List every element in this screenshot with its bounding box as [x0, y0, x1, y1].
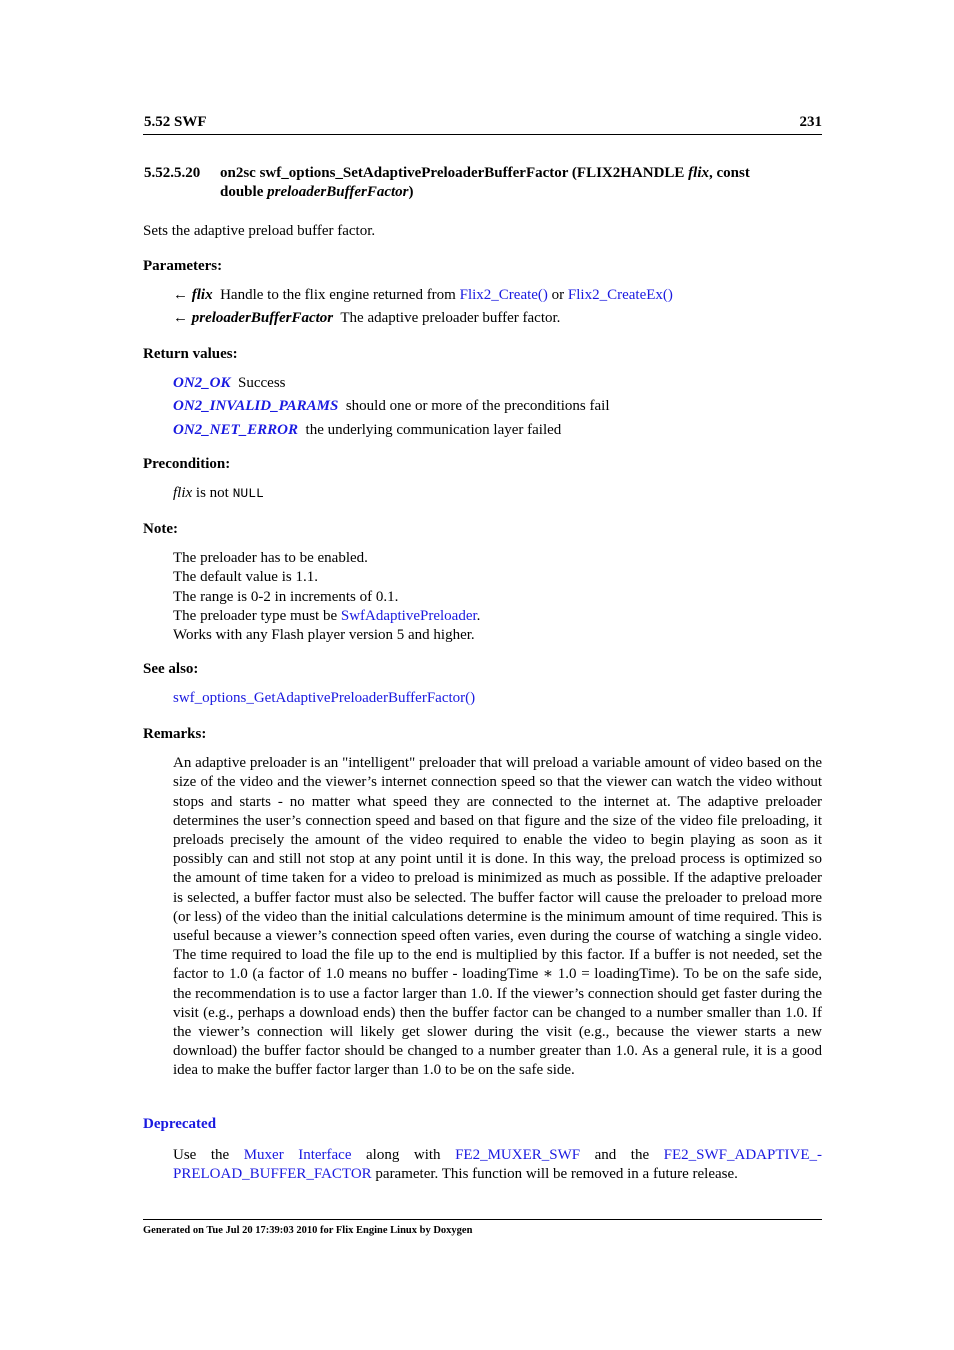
deprecated-text: Use the Muxer Interface along with FE2_MUXER_SWF and the FE2_SWF_ADAPTIVE_-PRELOAD_BUFFER_FACTOR parameter. This function will be removed in a future release.	[173, 1147, 822, 1183]
on2-ok-link[interactable]: ON2_OK	[173, 375, 231, 392]
return-value-item: ON2_INVALID_PARAMS should one or more of the preconditions fail	[173, 398, 610, 415]
see-also-label: See also:	[143, 661, 199, 677]
parameters-label: Parameters:	[143, 258, 223, 274]
remarks-text: An adaptive preloader is an "intelligent" preloader that will preload a variable amount of video based on the size of the video and the viewer’s internet connection speed so that the viewer can watch the video without stops and starts - no matter what speed they are connected to the internet at. The adaptive preloader determines the user’s connection speed and based on that figure and the size of the video file preloading, it preloads precisely the amount of the video required to enable the video to begin playing as soon as it possibly can and still not stop at any point until it is done. In this way, the preload process is optimized so the amount of time taken for a video to preload is minimized as much as possible. If the adaptive preloader is selected, a buffer factor must also be selected. The buffer factor will cause the preloader to preload more (or less) of the video than the initial calculations determine is the minimum amount of time required. This is useful because a viewer’s connection speed often varies, even during the course of watching a single video. The time required to load the file up to the end is multiplied by this factor. If a buffer is not needed, set the factor to 1.0 (a factor of 1.0 means no buffer - loadingTime ∗ 1.0 = loadingTime). To be on the safe side, the recommendation is to use a factor larger than 1.0. If the viewer’s connection should get faster during the visit (e.g., perhaps a download ends) then the buffer factor can be changed to a number smaller than 1.0. If the viewer’s connection will likely get slower during the visit (e.g., because the viewer starts a new download) the buffer factor should be changed to a number greater than 1.0. As a general rule, it is a good idea to make the buffer factor larger than 1.0 to be on the safe side.	[173, 755, 822, 1079]
flix2-create-link[interactable]: Flix2_Create()	[459, 287, 548, 304]
page-number: 231	[799, 114, 822, 130]
param-name: preloaderBufferFactor	[191, 310, 334, 327]
return-value-item: ON2_OK Success	[173, 375, 286, 392]
in-arrow-icon: ←	[173, 310, 188, 327]
swf-adaptive-preloader-link[interactable]: SwfAdaptivePreloader	[340, 607, 477, 624]
muxer-interface-link[interactable]: Muxer Interface	[243, 1147, 352, 1164]
parameters-section	[143, 257, 822, 329]
on2-net-error-link[interactable]: ON2_NET_ERROR	[173, 421, 299, 438]
precondition-section	[143, 455, 822, 503]
return-value-item: ON2_NET_ERROR the underlying communication layer failed	[173, 421, 562, 438]
get-buffer-factor-link[interactable]: swf_options_GetAdaptivePreloaderBufferFactor()	[173, 690, 476, 707]
note-line: Works with any Flash player version 5 and higher.	[173, 627, 475, 644]
see-also-section	[143, 660, 822, 708]
return-values-section	[143, 345, 822, 440]
page-footer: Generated on Tue Jul 20 17:39:03 2010 for Flix Engine Linux by Doxygen	[143, 1219, 822, 1236]
param-text: Handle to the flix engine returned from	[220, 287, 460, 304]
param-text: The adaptive preloader buffer factor.	[340, 310, 561, 327]
note-section	[143, 520, 822, 645]
function-description: Sets the adaptive preload buffer factor.	[143, 223, 376, 239]
function-signature: on2sc swf_options_SetAdaptivePreloaderBufferFactor (FLIX2HANDLE flix, const double preloaderBufferFactor)	[220, 165, 750, 200]
precondition-label: Precondition:	[143, 456, 231, 472]
section-title: 5.52 SWF	[144, 114, 207, 130]
remarks-label: Remarks:	[143, 726, 207, 742]
flix2-createex-link[interactable]: Flix2_CreateEx()	[567, 287, 673, 304]
remarks-section	[143, 725, 822, 1081]
note-line: The default value is 1.1.	[173, 569, 318, 586]
deprecated-section	[143, 1115, 822, 1185]
return-values-label: Return values:	[143, 346, 238, 362]
note-line: The preloader type must be SwfAdaptivePreloader.	[173, 607, 481, 624]
on2-invalid-params-link[interactable]: ON2_INVALID_PARAMS	[173, 398, 339, 415]
fe2-swf-adaptive-preload-buffer-factor-link[interactable]: FE2_SWF_ADAPTIVE_-PRELOAD_BUFFER_FACTOR	[173, 1147, 822, 1183]
function-number: 5.52.5.20	[144, 165, 201, 181]
fe2-muxer-swf-link[interactable]: FE2_MUXER_SWF	[455, 1147, 581, 1164]
note-lines	[173, 549, 822, 645]
precondition-text: flix is not NULL	[173, 485, 264, 502]
param-item: ← flix Handle to the flix engine returned from Flix2_Create() or Flix2_CreateEx()	[173, 287, 673, 304]
note-line: The range is 0-2 in increments of 0.1.	[173, 588, 399, 605]
note-line: The preloader has to be enabled.	[173, 550, 368, 567]
in-arrow-icon: ←	[173, 287, 188, 304]
page-header	[143, 114, 822, 135]
param-name: flix	[191, 287, 213, 304]
deprecated-link[interactable]: Deprecated	[143, 1116, 217, 1132]
param-item	[173, 309, 822, 328]
note-label: Note:	[143, 521, 178, 537]
